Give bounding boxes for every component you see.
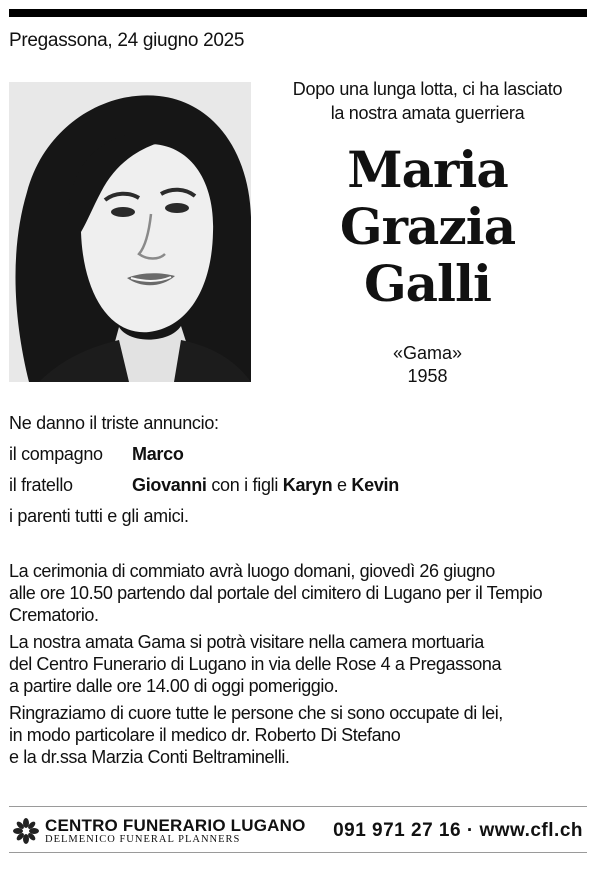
brother-relation: il fratello [9, 475, 73, 495]
conjunction: e [337, 475, 347, 495]
ceremony-paragraph [9, 560, 594, 626]
others-line: i parenti tutti e gli amici. [9, 506, 189, 526]
ceremony-line-2: alle ore 10.50 partendo dal portale del cimitero di Lugano per il Tempio [9, 583, 543, 603]
company-block [45, 817, 306, 846]
partner-name: Marco [132, 444, 184, 464]
brother-row [9, 470, 399, 501]
thanks-line-2: in modo particolare il medico dr. Roberto Di Stefano [9, 725, 401, 745]
body-text [9, 560, 594, 773]
child-1-name: Karyn [282, 475, 333, 495]
intro-line-2: la nostra amata guerriera [330, 103, 525, 123]
ceremony-line-3: Crematorio. [9, 605, 99, 625]
announcement-lead: Ne danno il triste annuncio: [9, 413, 219, 433]
company-name: CENTRO FUNERARIO LUGANO [45, 815, 306, 835]
brother-name: Giovanni [132, 475, 207, 495]
deceased-name [270, 141, 585, 312]
children-text: con i figli [211, 475, 279, 495]
visitation-line-2: del Centro Funerario di Lugano in via delle Rose 4 a Pregassona [9, 654, 502, 674]
thanks-line-3: e la dr.ssa Marzia Conti Beltraminelli. [9, 747, 290, 767]
contact-info[interactable]: 091 971 27 16 · www.cfl.ch [333, 820, 583, 841]
visitation-line-1: La nostra amata Gama si potrà visitare nella camera mortuaria [9, 632, 484, 652]
footer-top-rule [9, 806, 587, 807]
footer-banner [9, 815, 587, 847]
announcement [9, 408, 399, 532]
nickname: «Gama» [392, 343, 463, 363]
birth-year: 1958 [407, 366, 448, 386]
company-subtitle: DELMENICO FUNERAL PLANNERS [45, 833, 241, 845]
visitation-line-3: a partire dalle ore 14.00 di oggi pomeriggio. [9, 676, 339, 696]
partner-relation: il compagno [9, 444, 103, 464]
middle-name: Grazia [339, 197, 516, 256]
last-name: Galli [363, 254, 492, 313]
portrait-photo [9, 82, 251, 382]
child-2-name: Kevin [351, 475, 399, 495]
partner-row [9, 439, 399, 470]
thanks-line-1: Ringraziamo di cuore tutte le persone che si sono occupate di lei, [9, 703, 503, 723]
visitation-paragraph [9, 631, 594, 697]
thanks-paragraph [9, 702, 594, 768]
place-date: Pregassona, 24 giugno 2025 [9, 30, 245, 51]
flower-logo-icon [13, 818, 39, 844]
intro-text [270, 77, 585, 125]
footer-bottom-rule [9, 852, 587, 853]
ceremony-line-1: La cerimonia di commiato avrà luogo domani, giovedì 26 giugno [9, 561, 495, 581]
first-name: Maria [347, 140, 508, 199]
top-rule [9, 9, 587, 17]
intro-line-1: Dopo una lunga lotta, ci ha lasciato [292, 79, 563, 99]
nickname-block [270, 342, 585, 388]
